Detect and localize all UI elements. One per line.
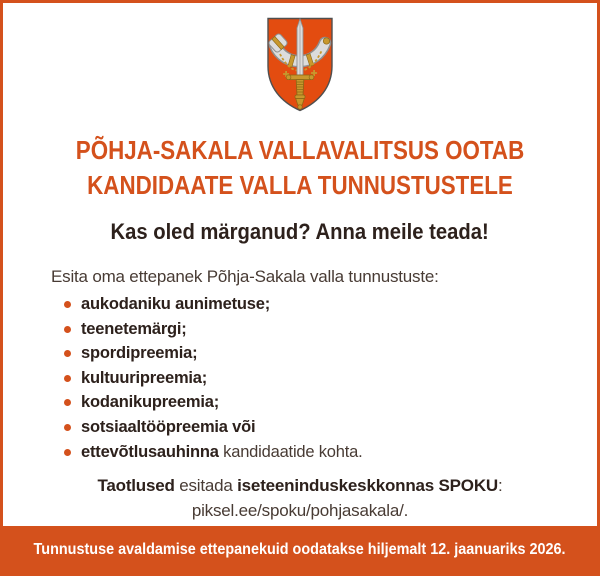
submission-info bbox=[3, 473, 597, 523]
list-item-sotsiaaltoopreemia bbox=[51, 415, 597, 440]
submission-mid: esitada bbox=[174, 476, 238, 496]
spoku-url: piksel.ee/spoku/pohjasakala/. bbox=[191, 501, 409, 521]
list-item-teenetemark bbox=[51, 317, 597, 342]
bullet-icon bbox=[64, 424, 71, 431]
award-tail: kandidaatide kohta. bbox=[218, 442, 363, 461]
submission-line bbox=[3, 473, 597, 498]
subtitle bbox=[3, 217, 597, 247]
award-name: ettevõtlusauhinna bbox=[81, 442, 219, 461]
coat-of-arms-icon bbox=[264, 16, 336, 113]
title-line-1: PÕHJA-SAKALA VALLAVALITSUS OOTAB bbox=[75, 135, 525, 165]
title-line-2: KANDIDAATE VALLA TUNNUSTUSTELE bbox=[87, 170, 513, 200]
awards-list bbox=[3, 292, 597, 464]
page-title bbox=[3, 133, 597, 203]
bullet-icon bbox=[64, 301, 71, 308]
award-name: aukodaniku aunimetuse; bbox=[81, 295, 271, 313]
list-item-spordipreemia bbox=[51, 341, 597, 366]
award-name: spordipreemia; bbox=[81, 344, 198, 363]
list-item-kodanikupreemia bbox=[51, 390, 597, 415]
list-item-kultuuripreemia bbox=[51, 366, 597, 391]
bullet-icon bbox=[64, 350, 71, 357]
list-item-aukodaniku bbox=[51, 292, 597, 317]
bullet-icon bbox=[64, 399, 71, 406]
deadline-banner bbox=[3, 526, 597, 573]
bullet-icon bbox=[64, 449, 71, 456]
award-name: kultuuripreemia; bbox=[81, 368, 208, 387]
bullet-icon bbox=[64, 326, 71, 333]
deadline-text: Tunnustuse avaldamise ettepanekuid oodatakse hiljemalt 12. jaanuariks 2026. bbox=[34, 540, 566, 558]
list-item-ettevotlusauhind bbox=[51, 440, 597, 465]
submission-colon: : bbox=[498, 476, 503, 496]
award-name: kodanikupreemia; bbox=[81, 393, 220, 412]
subtitle-text: Kas oled märganud? Anna meile teada! bbox=[110, 219, 490, 244]
award-name: teenetemärgi; bbox=[81, 319, 187, 338]
bullet-icon bbox=[64, 375, 71, 382]
submission-bold-spoku: iseteeninduskeskkonnas SPOKU bbox=[237, 476, 498, 496]
submission-bold-taotlused: Taotlused bbox=[97, 476, 175, 496]
award-name: sotsiaaltööpreemia või bbox=[81, 417, 256, 436]
intro-text: Esita oma ettepanek Põhja-Sakala valla tunnustuste: bbox=[51, 267, 439, 286]
